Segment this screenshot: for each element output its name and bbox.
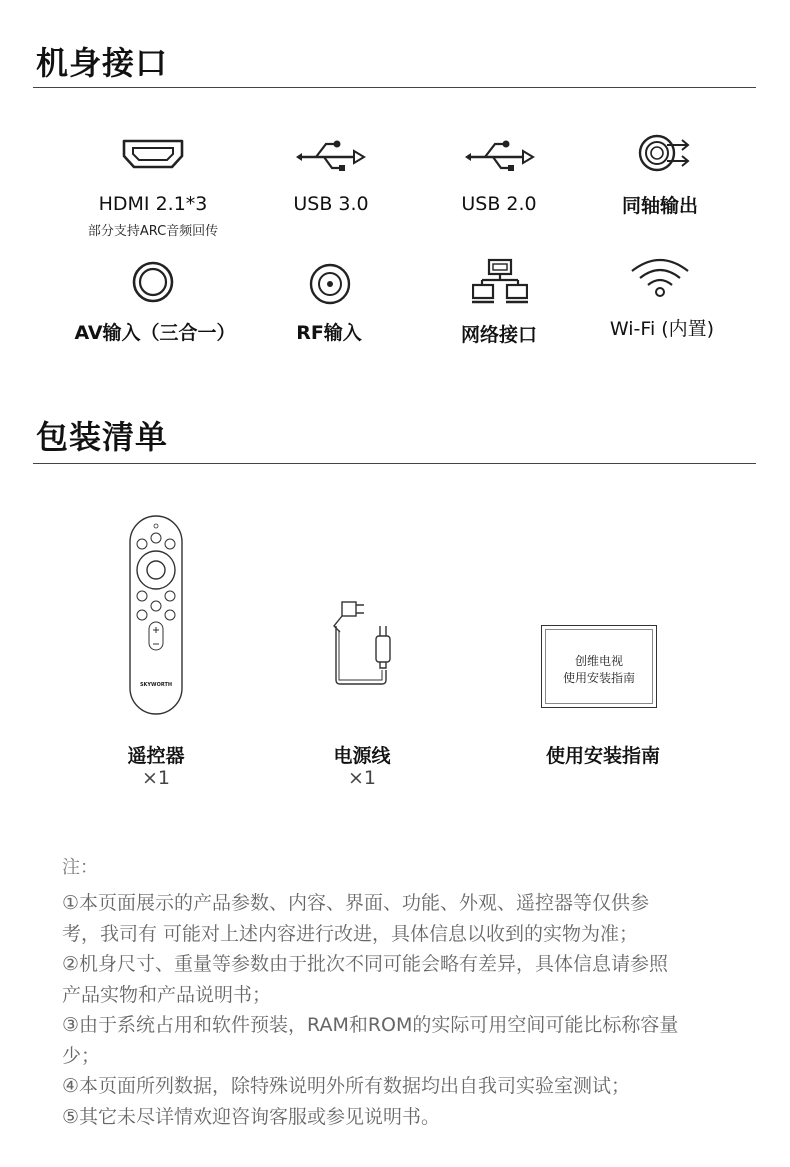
package-qty-power-cord: ×1 [347, 767, 376, 789]
port-label-av: AV输入（三合一） [74, 322, 236, 344]
package-divider [33, 463, 756, 464]
manual-cover-line1: 创维电视 [574, 654, 623, 668]
notes-title: 注： [62, 857, 98, 878]
note-line: 产品实物和产品说明书； [62, 983, 272, 1006]
note-line: ④本页面所列数据，除特殊说明外所有数据均出自我司实验室测试； [62, 1075, 631, 1097]
port-label-coaxial: 同轴输出 [621, 195, 698, 217]
manual-icon [541, 625, 657, 708]
port-label-rf: RF输入 [296, 322, 362, 344]
note-line: 考，我司有 可能对上述内容进行改进，具体信息以收到的实物为准； [62, 922, 639, 945]
package-section-title: 包装清单 [36, 418, 169, 456]
hdmi-icon [120, 138, 186, 170]
note-line: ⑤其它未尽详情欢迎咨询客服或参见说明书。 [62, 1105, 441, 1128]
port-label-wifi: Wi-Fi (内置) [609, 318, 715, 340]
package-qty-remote: ×1 [141, 767, 170, 789]
port-label-usb3: USB 3.0 [293, 193, 369, 215]
ports-divider [33, 87, 756, 88]
ports-section-title: 机身接口 [36, 44, 169, 82]
note-line: 少； [62, 1044, 101, 1067]
power-cord-icon [326, 600, 396, 686]
manual-cover-line2: 使用安装指南 [562, 671, 635, 685]
port-sublabel-hdmi: 部分支持ARC音频回传 [87, 224, 219, 239]
package-label-manual: 使用安装指南 [545, 745, 660, 767]
network-icon [472, 258, 528, 304]
port-label-usb2: USB 2.0 [461, 193, 537, 215]
coaxial-icon [637, 132, 699, 174]
rf-icon [308, 262, 352, 306]
remote-icon [128, 514, 184, 716]
notes-body [62, 888, 742, 1132]
package-label-remote: 遥控器 [127, 745, 185, 767]
av-icon [131, 260, 175, 304]
note-line: ①本页面展示的产品参数、内容、界面、功能、外观、遥控器等仅供参 [62, 892, 650, 914]
port-label-network: 网络接口 [460, 324, 537, 346]
usb-icon [463, 138, 535, 174]
port-label-hdmi: HDMI 2.1*3 [98, 193, 208, 215]
wifi-icon [629, 255, 691, 299]
package-label-power-cord: 电源线 [333, 745, 391, 767]
remote-brand: SKYWORTH [139, 682, 173, 688]
note-line: ③由于系统占用和软件预装，RAM和ROM的实际可用空间可能比标称容量 [62, 1014, 679, 1036]
note-line: ②机身尺寸、重量等参数由于批次不同可能会略有差异，具体信息请参照 [62, 953, 669, 975]
usb-icon [294, 138, 366, 174]
